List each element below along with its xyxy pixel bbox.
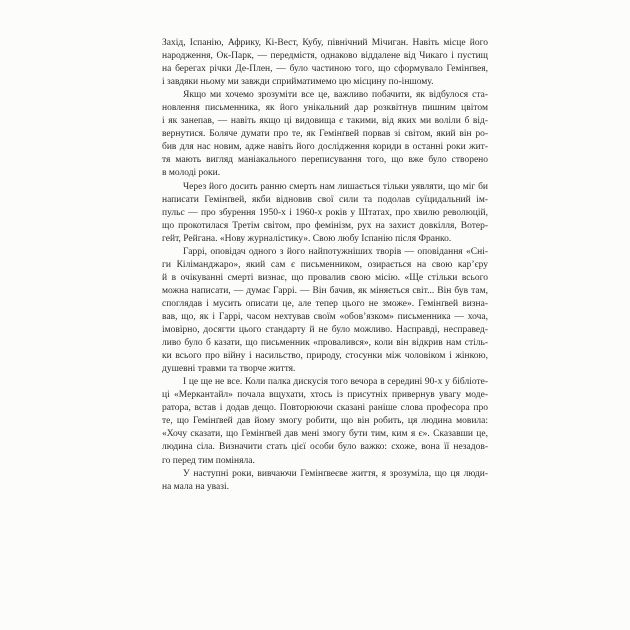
text-line: споглядав і мусить описати це, але тепер цього не зможе». Гемінґвей визна- xyxy=(162,298,488,309)
text-line: «Хочу сказати, що Гемінґвей дав мені змогу бути тим, ким я є». Сказавши це, xyxy=(162,429,488,440)
text-line: ливо було б казати, що письменник «провалився», коли він відкрив нам стіль- xyxy=(162,338,488,349)
text-line: на мала на увазі. xyxy=(162,481,230,492)
text-line: ки всього про війну і насильство, природу, стосунки між чоловіком і жінкою, xyxy=(162,351,488,362)
text-line: бив для нас новим, адже навіть його дослідження кориди в останні роки жит- xyxy=(162,142,488,153)
text-line: що прокотилася Третім світом, про фемінізм, рух на захист довкілля, Вотер- xyxy=(162,220,488,231)
text-line: і завдяки ньому ми завжди сприйматимемо цю місцину по-іншому. xyxy=(162,77,434,88)
text-line: Якщо ми хочемо зрозуміти все це, важливо побачити, як відбулося ста- xyxy=(183,90,488,101)
text-line: на берегах річки Де-Плен, — було частиною того, що сформувало Гемінґвея, xyxy=(162,64,488,75)
text-line: Захід, Іспанію, Африку, Кі-Вест, Кубу, північний Мічиган. Навіть місце його xyxy=(162,38,488,48)
text-line: вав, що, як і Гаррі, часом нехтував своїм «обов’язком» письменника — хоча, xyxy=(162,311,488,322)
text-line: вернутися. Боляче думати про те, як Гемінґвей порвав зі світом, який він ро- xyxy=(162,129,488,140)
text-line: імовірно, досягти цього стандарту й не було можливо. Насправді, несправед- xyxy=(162,325,488,336)
text-line: ги Кіліманджаро», який сам є письменником, озирається на свою кар’єру xyxy=(162,259,488,270)
text-line: те, що Гемінґвей дав йому змогу робити, що він робить, ця людина мовила: xyxy=(162,416,488,427)
text-line: І це ще не все. Коли палка дискусія того вечора в середині 90-х у бібліоте- xyxy=(183,377,488,388)
text-line: в молоді роки. xyxy=(162,168,221,179)
text-line: Гаррі, оповідач одного з його найпотужніших творів — оповідання «Сні- xyxy=(183,246,488,257)
text-line: пульс — про збурення 1950-х і 1960-х років у Штатах, про хвилю революцій, xyxy=(162,207,488,218)
text-line: написати Гемінґвей, якби відновив свої сили та подолав суїцидальний ім- xyxy=(162,194,488,205)
text-line: го перед тим поміняла. xyxy=(162,455,255,466)
text-line: й в очікуванні смерті визнає, що провалив свою місію. «Ще стільки всього xyxy=(162,272,488,283)
text-line: гейт, Рейгана. «Нову журналістику». Свою любу Іспанію після Франко. xyxy=(162,233,452,244)
text-line: народження, Ок-Парк, — передмістя, однаково віддалене від Чикаго і пустищ xyxy=(162,51,488,62)
text-line: і як занепав, — навіть якщо ці видовища є такими, від яких ми воліли б від- xyxy=(162,116,488,127)
text-line: тя мають вигляд маніакального переписування того, що вже було створено xyxy=(162,155,488,166)
text-line: душевні травми та творче життя. xyxy=(162,364,296,375)
text-line: Через його досить ранню смерть нам лишається тільки уявляти, що міг би xyxy=(183,181,488,192)
text-line: ці «Меркантайл» почала вщухати, хтось із присутніх привернув увагу моде- xyxy=(162,390,488,401)
text-line: ратора, встав і додав дещо. Повторюючи сказані раніше слова професора про xyxy=(162,403,488,414)
text-line: новлення письменника, як його унікальний дар розквітнув пишним цвітом xyxy=(162,103,488,114)
text-line: У наступні роки, вивчаючи Гемінґвеєве життя, я зрозуміла, що ця люди- xyxy=(183,468,488,479)
text-line: можна написати, — думає Гаррі. — Він бачив, як міняється світ... Він був там, xyxy=(162,285,488,296)
text-line: людина сіла. Визначити стать цієї особи було важко: схоже, вона її незадов- xyxy=(162,442,488,453)
book-text-column xyxy=(162,37,488,494)
